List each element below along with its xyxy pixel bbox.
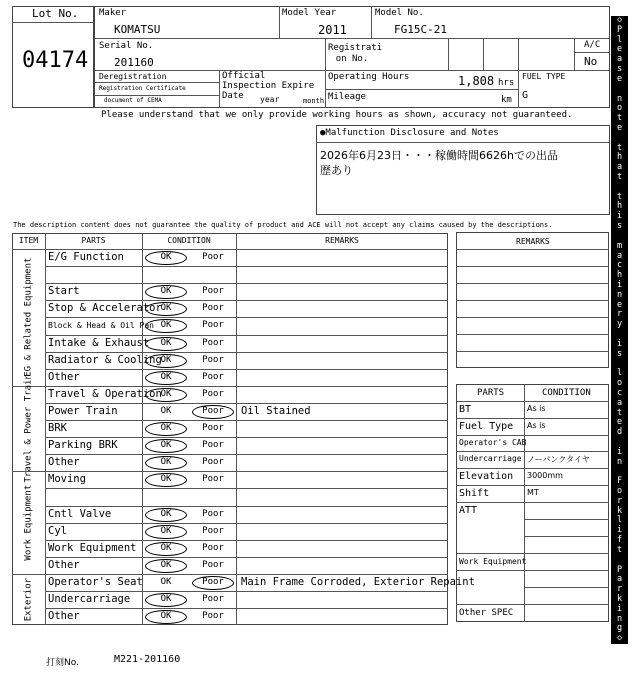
fuel-type-value: G: [522, 90, 529, 101]
selected-ok-circle: [145, 439, 187, 453]
condition-ok[interactable]: OK: [160, 320, 172, 331]
spec-condition-label: CONDITION: [542, 388, 591, 398]
condition-ok[interactable]: OK: [160, 354, 172, 365]
selected-ok-circle: [145, 542, 187, 556]
condition-ok[interactable]: OK: [160, 423, 172, 433]
spec-row-condition: As is: [527, 404, 546, 413]
spec-work-equipment-label: Work Equipment: [459, 556, 527, 566]
spec-row-part: BT: [459, 404, 472, 415]
group-label-work: Work Equipment: [23, 484, 34, 561]
condition-poor[interactable]: Poor: [202, 594, 224, 604]
table-row-part: Travel & Operation: [48, 387, 162, 400]
table-row-part: Radiator & Cooling: [48, 353, 162, 366]
disclaimer: The description content does not guarantee the quality of product and ACE will not accept any claims caused by the descriptions.: [13, 221, 553, 229]
condition-poor[interactable]: Poor: [202, 474, 224, 485]
condition-poor[interactable]: Poor: [202, 440, 224, 451]
condition-ok[interactable]: OK: [160, 388, 172, 399]
spec-row-part: Fuel Type: [459, 420, 514, 432]
condition-ok[interactable]: OK: [160, 371, 172, 382]
condition-poor[interactable]: Poor: [202, 286, 224, 297]
cema-label: document of CEMA: [104, 97, 162, 104]
malfunction-line1: 2026年6月23日・・・稼働時間6626hでの出品: [320, 149, 558, 162]
condition-ok[interactable]: OK: [160, 576, 172, 587]
condition-poor[interactable]: Poor: [202, 525, 224, 536]
header-item: ITEM: [18, 236, 39, 245]
condition-poor[interactable]: Poor: [202, 576, 224, 587]
table-row-part: Other: [48, 370, 80, 383]
selected-ok-circle: [145, 388, 187, 402]
condition-poor[interactable]: Poor: [202, 542, 224, 553]
km-unit: km: [501, 95, 512, 105]
selected-ok-circle: [145, 337, 187, 351]
spec-row-condition: MT: [527, 488, 539, 497]
year-label: year: [260, 95, 280, 104]
selected-ok-circle: [145, 525, 187, 539]
spec-row-part: Undercarriage: [459, 454, 522, 464]
table-row-part: Cyl: [48, 524, 67, 537]
spec-parts-label: PARTS: [477, 388, 505, 398]
table-row-part: Other: [48, 558, 80, 571]
condition-poor[interactable]: Poor: [202, 388, 224, 399]
serial-value: 201160: [114, 56, 154, 69]
table-row-part: Block & Head & Oil Pan: [48, 321, 154, 331]
condition-ok[interactable]: OK: [160, 559, 172, 570]
spec-row-condition: ノーパンクタイヤ: [527, 455, 590, 465]
registration-label: Registrati on No.: [328, 43, 383, 64]
spec-other-label: Other SPEC: [459, 607, 514, 618]
condition-ok[interactable]: OK: [160, 542, 172, 553]
table-row-part: Undercarriage: [48, 593, 131, 605]
selected-poor-circle: [192, 405, 234, 419]
table-row-part: Other: [48, 610, 80, 623]
condition-ok[interactable]: OK: [160, 303, 172, 314]
header-parts: PARTS: [81, 236, 106, 245]
spec-row-condition: As is: [527, 420, 546, 430]
table-row-part: Cntl Valve: [48, 507, 112, 520]
lot-number: 04174: [22, 48, 89, 73]
right-remarks-title: REMARKS: [516, 237, 550, 246]
inspection-label: Official Inspection Expire Date: [222, 71, 315, 101]
condition-poor[interactable]: Poor: [202, 303, 224, 314]
hrs-unit: hrs: [498, 78, 515, 88]
condition-poor[interactable]: Poor: [202, 371, 224, 382]
lot-label: Lot No.: [32, 7, 79, 20]
serial-label: Serial No.: [99, 41, 154, 51]
group-label-exterior: Exterior: [23, 577, 34, 622]
table-row-part: Parking BRK: [48, 439, 118, 452]
condition-ok[interactable]: OK: [160, 611, 172, 622]
location-sidebar: ◇ P l e a s e n o t e t h a t t h i s m a c h i n e r y i s l o c a t e d i n F o r k l i f t P a r k i n g ◇: [611, 16, 628, 644]
header-condition: CONDITION: [167, 236, 211, 245]
fuel-type-label: FUEL TYPE: [522, 72, 566, 81]
condition-poor[interactable]: Poor: [202, 423, 224, 433]
spec-row-part: Operator's CAB: [459, 437, 527, 447]
condition-poor[interactable]: Poor: [202, 320, 224, 331]
selected-poor-circle: [192, 576, 234, 590]
stamp-label: 打刻No.: [46, 658, 79, 668]
condition-ok[interactable]: OK: [160, 252, 172, 262]
group-label-travel: Travel & Power Train: [23, 374, 34, 483]
selected-ok-circle: [145, 371, 187, 385]
ac-label: A/C: [584, 40, 601, 50]
malfunction-title: ●Malfunction Disclosure and Notes: [320, 128, 499, 138]
selected-ok-circle: [145, 251, 187, 265]
table-row-remark: Main Frame Corroded, Exterior Repaint: [241, 575, 475, 588]
table-row-part: Stop & Accelerator: [48, 302, 162, 315]
table-row-part: Moving: [48, 473, 86, 486]
condition-ok[interactable]: OK: [160, 440, 172, 451]
selected-ok-circle: [145, 422, 187, 436]
table-row-remark: Oil Stained: [241, 404, 311, 417]
operating-hours-value: 1,808: [458, 74, 495, 88]
spec-row-part: Elevation: [459, 471, 514, 483]
spec-row-part: ATT: [459, 504, 478, 516]
model-year-value: 2011: [318, 23, 347, 37]
operating-hours-label: Operating Hours: [328, 72, 410, 82]
deregistration-label: Deregistration: [99, 72, 167, 81]
condition-ok[interactable]: OK: [160, 525, 172, 536]
condition-ok[interactable]: OK: [160, 508, 172, 519]
table-row-part: BRK: [48, 422, 67, 434]
selected-ok-circle: [145, 610, 187, 624]
selected-ok-circle: [145, 354, 187, 368]
condition-ok[interactable]: OK: [160, 474, 172, 485]
maker-value: KOMATSU: [114, 23, 161, 36]
table-row-part: Start: [48, 285, 80, 298]
table-row-part: Intake & Exhaust: [48, 336, 150, 349]
malfunction-box: [316, 125, 610, 215]
spec-row-part: Shift: [459, 488, 490, 499]
table-row-part: E/G Function: [48, 251, 124, 263]
ac-value: No: [584, 55, 598, 68]
condition-poor[interactable]: Poor: [202, 457, 224, 468]
malfunction-line2: 歴あり: [320, 164, 353, 177]
condition-ok[interactable]: OK: [160, 594, 172, 604]
group-label-eg: EG & Related Equipment: [23, 257, 34, 378]
selected-ok-circle: [145, 508, 187, 522]
month-label: month: [303, 97, 325, 105]
condition-ok[interactable]: OK: [160, 286, 172, 297]
condition-ok[interactable]: OK: [160, 337, 172, 348]
selected-ok-circle: [145, 559, 187, 573]
condition-poor[interactable]: Poor: [202, 405, 224, 416]
condition-poor[interactable]: Poor: [202, 508, 224, 519]
reg-cert-label: Registration Certificate: [99, 85, 186, 92]
model-no-value: FG15C-21: [394, 23, 447, 36]
condition-poor[interactable]: Poor: [202, 611, 224, 622]
header-remarks: REMARKS: [325, 236, 359, 245]
model-year-label: Model Year: [282, 8, 337, 18]
table-row-part: Work Equipment: [48, 541, 137, 554]
selected-ok-circle: [145, 593, 187, 607]
model-no-label: Model No.: [375, 8, 424, 18]
table-row-part: Power Train: [48, 404, 118, 417]
table-row-part: Other: [48, 456, 80, 469]
table-row-part: Operator's Seat: [48, 575, 143, 588]
condition-poor[interactable]: Poor: [202, 337, 224, 348]
condition-poor[interactable]: Poor: [202, 354, 224, 365]
condition-poor[interactable]: Poor: [202, 559, 224, 570]
condition-ok[interactable]: OK: [160, 457, 172, 468]
stamp-value: M221-201160: [114, 654, 181, 665]
mileage-label: Mileage: [328, 92, 366, 102]
condition-poor[interactable]: Poor: [202, 252, 224, 262]
condition-ok[interactable]: OK: [160, 405, 172, 416]
maker-label: Maker: [99, 8, 127, 18]
spec-row-condition: 3000mm: [527, 471, 563, 481]
notice-hours: Please understand that we only provide working hours as shown, accuracy not guaranteed.: [101, 110, 573, 120]
